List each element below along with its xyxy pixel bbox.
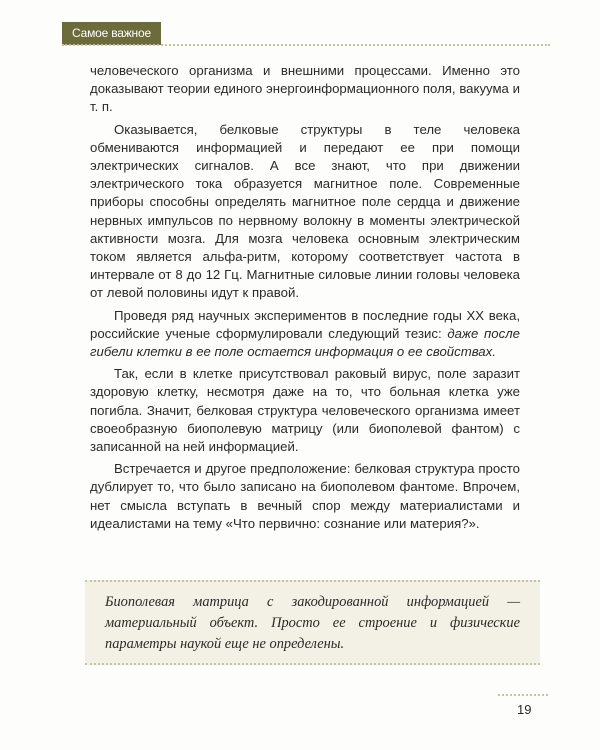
paragraph-3 [90,307,520,362]
paragraph-4: Так, если в клетке присутствовал раковый вирус, поле заразит здоровую клетку, несмотря даже на то, что больная клетка уже погибла. Значит, белковая структура человеческого организма имеет своеобразную биополевую матрицу (или биополевой фантом) с записанной на ней информацией. [90,366,520,455]
section-title: Самое важное [62,22,161,45]
body-text [90,62,520,537]
page-number: 19 [517,702,532,717]
callout-text: Биополевая матрица с закодированной информацией — материальный объект. Просто ее строение и физические параметры наукой еще не определены. [105,594,520,652]
paragraph-3-lead: Проведя ряд научных экспериментов в последние годы XX века, российские ученые сформулировали следующий тезис: [90,307,520,341]
paragraph-5: Встречается и другое предположение: белковая структура просто дублирует то, что было записано на биополевом фантоме. Впрочем, нет смысла вступать в вечный спор между материалистами и идеалистами на тему «Что первично: сознание или материя?». [90,461,520,531]
footer-dotted-rule [498,694,548,696]
paragraph-1: человеческого организма и внешними процессами. Именно это доказывают теории единого энергоинформационного поля, вакуума и т. п. [90,63,520,115]
header-dotted-rule [62,44,550,46]
paragraph-2: Оказывается, белковые структуры в теле человека обмениваются информацией и передают ее при помощи электрических сигналов. А все знают, что при движении электрического тока образуется магнитное поле. Современные приборы способны определять магнитное поле сердца и движение нервных импульсов по нервному волокну в моменты электрической активности мозга. Для мозга человека основным электрическим током является альфа-ритм, которому соответствует частота в интервале от 8 до 12 Гц. Магнитные силовые линии головы человека от левой половины идут к правой. [90,121,520,301]
paragraph-3-italic-thesis: даже после гибели клетки в ее поле остается информация о ее свойствах. [90,325,520,360]
running-header [62,22,550,45]
callout-box [85,580,540,665]
